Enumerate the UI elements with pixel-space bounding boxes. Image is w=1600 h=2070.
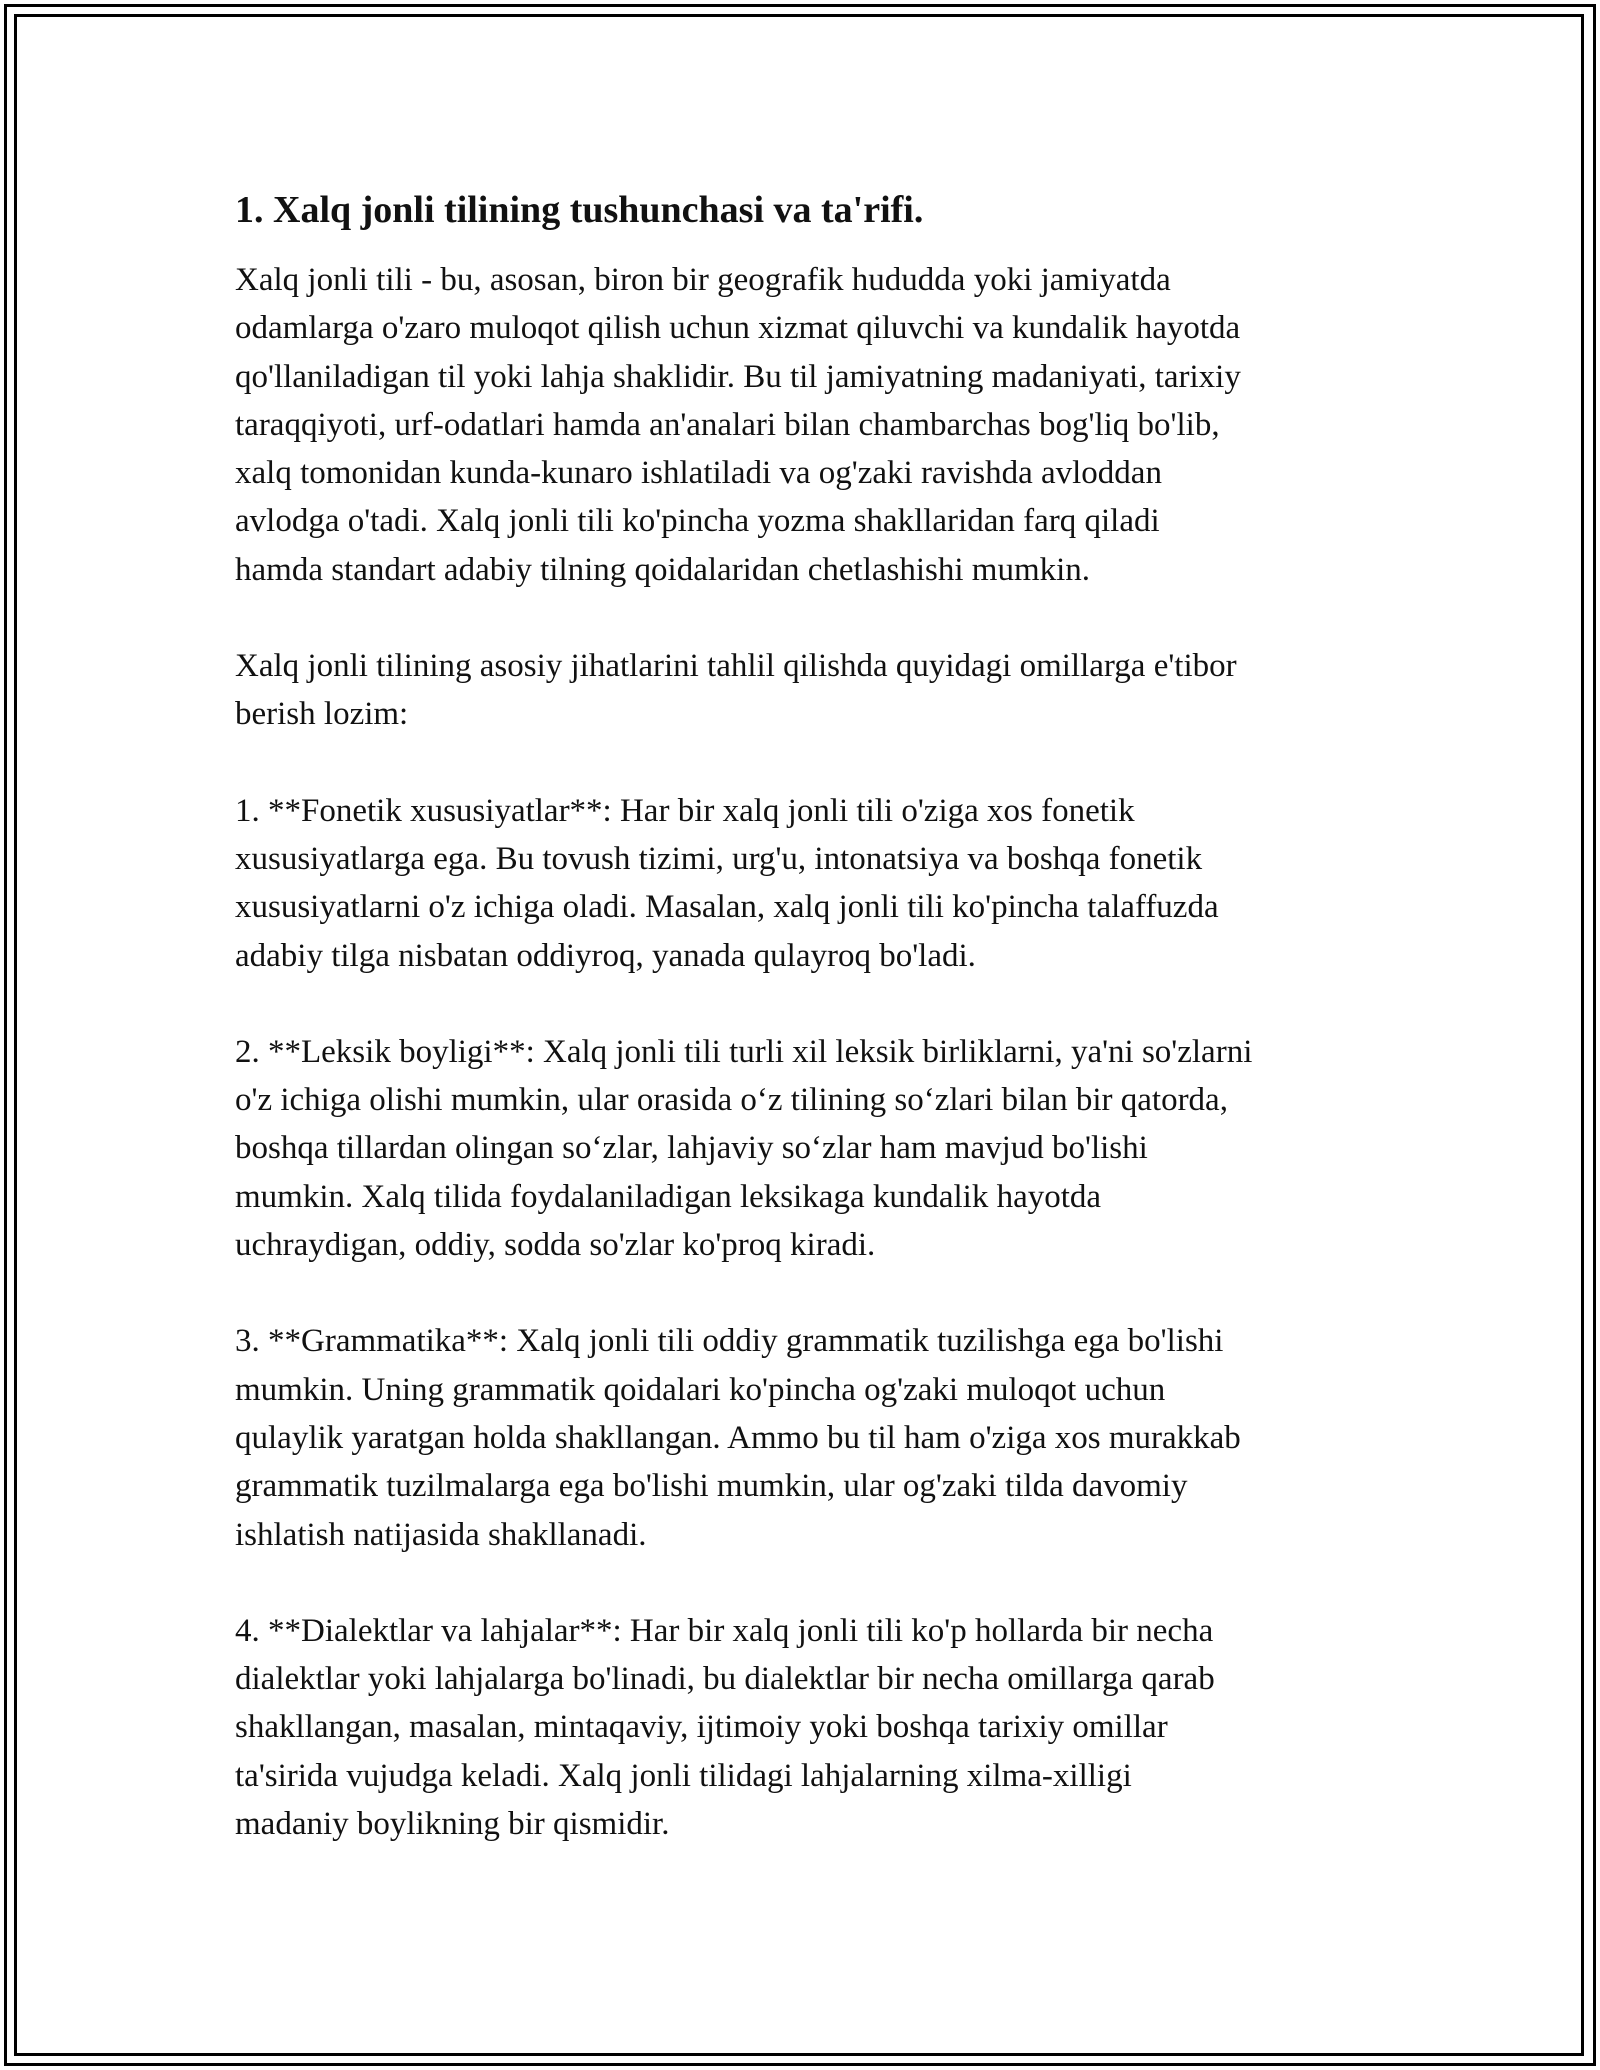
document-body [235,186,1390,1896]
list-item-lexical: 2. **Leksik boyligi**: Xalq jonli tili turli xil leksik birliklarni, ya'ni so'zlarni o'z ichiga olishi mumkin, ular orasida o‘z tilining so‘zlari bilan bir qatorda, boshqa tillardan olingan so‘zlar, lahjaviy so‘zlar ham mavjud bo'lishi mumkin. Xalq tilida foydalaniladigan leksikaga kundalik hayotda uchraydigan, oddiy, sodda so'zlar ko'proq kiradi. [235,1033,1253,1264]
list-item-dialects: 4. **Dialektlar va lahjalar**: Har bir xalq jonli tili ko'p hollarda bir necha dialektlar yoki lahjalarga bo'linadi, bu dialektlar bir necha omillarga qarab shakllangan, masalan, mintaqaviy, ijtimoiy yoki boshqa tarixiy omillar ta'sirida vujudga keladi. Xalq jonli tilidagi lahjalarning xilma-xilligi madaniy boylikning bir qismidir. [235,1612,1215,1843]
document-title: 1. Xalq jonli tilining tushunchasi va ta'rifi. [235,189,924,231]
paragraph-intro: Xalq jonli tili - bu, asosan, biron bir geografik hududda yoki jamiyatda odamlarga o'zaro muloqot qilish uchun xizmat qiluvchi va kundalik hayotda qo'llaniladigan til yoki lahja shaklidir. Bu til jamiyatning madaniyati, tarixiy taraqqiyoti, urf-odatlari hamda an'analari bilan chambarchas bog'liq bo'lib, xalq tomonidan kunda-kunaro ishlatiladi va og'zaki ravishda avloddan avlodga o'tadi. Xalq jonli tili ko'pincha yozma shakllaridan farq qiladi hamda standart adabiy tilning qoidalaridan chetlashishi mumkin. [235,262,1241,588]
list-item-grammar: 3. **Grammatika**: Xalq jonli tili oddiy grammatik tuzilishga ega bo'lishi mumkin. Uning grammatik qoidalari ko'pincha og'zaki muloqot uchun qulaylik yaratgan holda shakllangan. Ammo bu til ham o'ziga xos murakkab grammatik tuzilmalarga ega bo'lishi mumkin, ular og'zaki tilda davomiy ishlatish natijasida shakllanadi. [235,1323,1241,1553]
list-item-phonetic: 1. **Fonetik xususiyatlar**: Har bir xalq jonli tili o'ziga xos fonetik xususiyatlarga ega. Bu tovush tizimi, urg'u, intonatsiya va boshqa fonetik xususiyatlarni o'z ichiga oladi. Masalan, xalq jonli tili ko'pincha talaffuzda adabiy tilga nisbatan oddiyroq, yanada qulayroq bo'ladi. [235,792,1219,974]
paragraph-aspects-lead: Xalq jonli tilining asosiy jihatlarini tahlil qilishda quyidagi omillarga e'tibor berish lozim: [235,648,1237,733]
